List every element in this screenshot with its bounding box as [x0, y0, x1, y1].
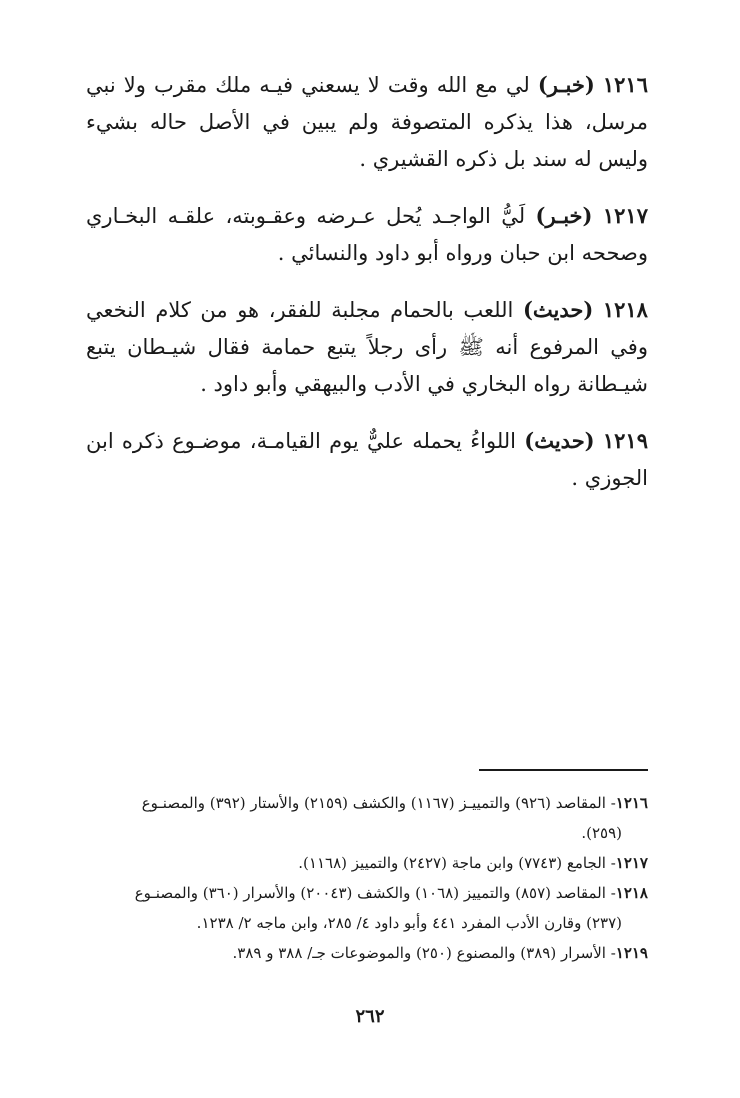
entry-1217: [86, 197, 648, 272]
footnote-number: ١٢١٧: [615, 854, 648, 872]
entry-tag: (حديث): [522, 297, 594, 322]
footnote-number: ١٢١٨: [615, 884, 648, 902]
entry-number: ١٢١٩: [602, 428, 648, 453]
footnote-number: ١٢١٦: [615, 794, 648, 812]
footnote-divider: [479, 769, 648, 771]
entry-number: ١٢١٦: [602, 72, 648, 97]
footnote-number: ١٢١٩: [615, 944, 648, 962]
entry-1218: [86, 291, 648, 403]
footnote-1216: [86, 788, 648, 818]
entry-text: اللعب بالحمام مجلبة للفقر، هو من كلام النخعي وفي المرفوع أنه ﷺ رأى رجلاً يتبع حمامة فقال شيـطان يتبع شيـطانة رواه البخاري في الأدب والبيهقي وأبو داود .: [86, 298, 648, 396]
entry-tag: (خبـر): [535, 203, 593, 228]
footnote-1218-continuation: (٢٣٧) وقارن الأدب المفرد ٤٤١ وأبو داود ٤/ ٢٨٥، وابن ماجه ٢/ ١٢٣٨.: [196, 914, 622, 932]
footnote-text: - الأسرار (٣٨٩) والمصنوع (٢٥٠) والموضوعات جـ/ ٣٨٨ و ٣٨٩.: [232, 944, 616, 962]
entry-text: لي مع الله وقت لا يسعني فيـه ملك مقرب ولا نبي مرسل، هذا يذكره المتصوفة ولم يبين في الأصل حاله بشيء وليس له سند بل ذكره القشيري .: [86, 73, 648, 171]
entry-number: ١٢١٨: [602, 297, 648, 322]
entry-1219: [86, 422, 648, 497]
main-text: [86, 66, 648, 516]
footnote-1217: [86, 848, 648, 878]
footnote-text: - المقاصد (٩٢٦) والتمييـز (١١٦٧) والكشف (٢١٥٩) والأستار (٣٩٢) والمصنـوع: [141, 794, 616, 812]
entry-tag: (خبـر): [537, 72, 595, 97]
page-number: ٢٦٢: [355, 1006, 385, 1027]
entry-tag: (حديث): [524, 428, 595, 453]
footnote-1218: [86, 878, 648, 908]
footnote-text: - المقاصد (٨٥٧) والتمييز (١٠٦٨) والكشف (٢٠٠٤٣) والأسرار (٣٦٠) والمصنـوع: [134, 884, 616, 902]
footnote-1219: [86, 938, 648, 968]
entry-text: اللواءُ يحمله عليٌّ يوم القيامـة، موضـوع ذكره ابن الجوزي .: [86, 429, 648, 490]
entry-text: لَيُّ الواجـد يُحل عـرضه وعقـوبته، علقـه البخـاري وصححه ابن حبان ورواه أبو داود والنسائي .: [86, 204, 648, 265]
footnote-text: - الجامع (٧٧٤٣) وابن ماجة (٢٤٢٧) والتمييز (١١٦٨).: [298, 854, 616, 872]
entry-1216: [86, 66, 648, 178]
entry-number: ١٢١٧: [602, 203, 648, 228]
footnotes: [86, 788, 648, 968]
footnote-1216-continuation: (٢٥٩).: [581, 824, 622, 842]
